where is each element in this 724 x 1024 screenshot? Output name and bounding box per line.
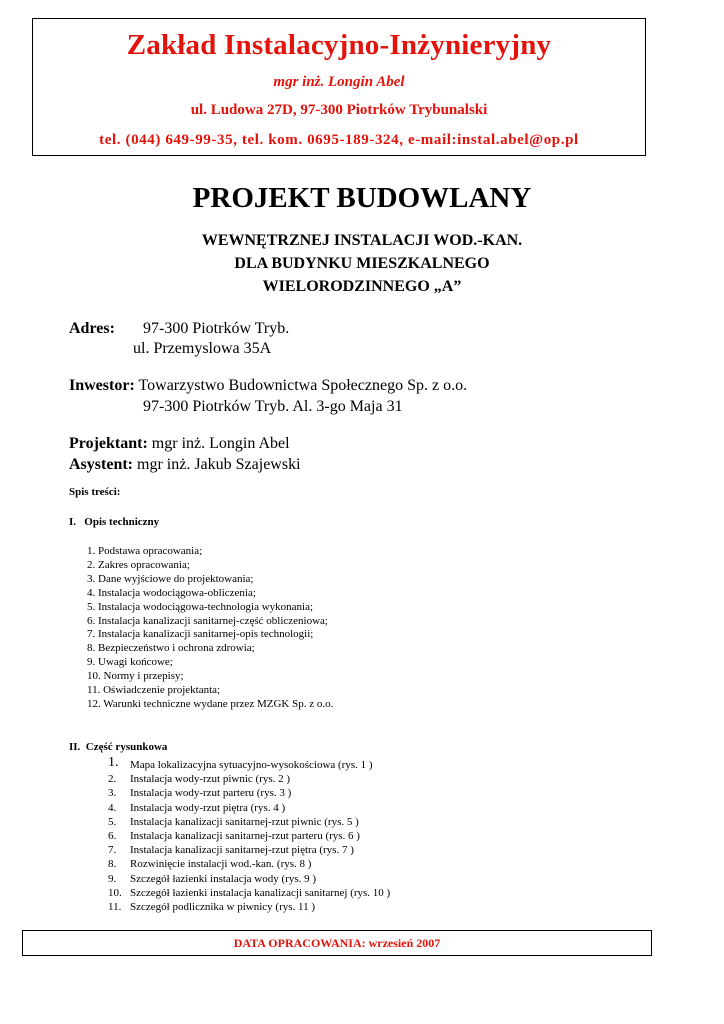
list-item: [108, 900, 390, 914]
toc-section-1-list: [87, 545, 333, 712]
list-item: 2. Zakres opracowania;: [87, 558, 190, 571]
company-owner: mgr inż. Longin Abel: [273, 74, 405, 90]
list-item: 4. Instalacja wodociągowa-obliczenia;: [87, 586, 256, 599]
list-item-text: Rozwinięcie instalacji wod.-kan. (rys. 8 ): [130, 858, 312, 871]
toc-section-2-heading: II. Część rysunkowa: [69, 741, 168, 753]
address-label: Adres:: [69, 320, 115, 337]
designer-label: Projektant:: [69, 435, 148, 452]
designer-name: mgr inż. Longin Abel: [151, 435, 290, 452]
document-title: PROJEKT BUDOWLANY: [192, 182, 532, 214]
list-item: 7. Instalacja kanalizacji sanitarnej-opis technologii;: [87, 628, 314, 641]
preparation-date: DATA OPRACOWANIA: wrzesień 2007: [233, 936, 441, 950]
list-item: [108, 755, 390, 772]
company-address: ul. Ludowa 27D, 97-300 Piotrków Trybunalski: [190, 102, 488, 118]
list-item-text: Szczegół łazienki instalacja kanalizacji sanitarnej (rys. 10 ): [130, 886, 391, 899]
list-item: 11. Oświadczenie projektanta;: [87, 684, 221, 697]
address-row: [69, 320, 115, 338]
address-line-2: ul. Przemyslowa 35A: [133, 340, 272, 357]
list-item-number: 7.: [108, 844, 117, 857]
list-item: [108, 772, 390, 786]
list-item: 3. Dane wyjściowe do projektowania;: [87, 572, 254, 585]
toc-section-2-list: [108, 755, 391, 914]
company-contact: tel. (044) 649-99-35, tel. kom. 0695-189-324, e-mail:instal.abel@op.pl: [99, 132, 579, 148]
list-item: [108, 815, 390, 829]
list-item: [108, 857, 390, 871]
list-item: 12. Warunki techniczne wydane przez MZGK Sp. z o.o.: [87, 697, 334, 710]
list-item: 8. Bezpieczeństwo i ochrona zdrowia;: [87, 642, 255, 655]
list-item: 5. Instalacja wodociągowa-technologia wykonania;: [87, 600, 314, 613]
list-item: [108, 886, 390, 900]
list-item-text: Instalacja kanalizacji sanitarnej-rzut piętra (rys. 7 ): [130, 844, 354, 857]
list-item-text: Szczegół łazienki instalacja wody (rys. 9 ): [130, 872, 317, 885]
subtitle-line-2: DLA BUDYNKU MIESZKALNEGO: [234, 255, 490, 272]
list-item: 1. Podstawa opracowania;: [87, 545, 203, 557]
list-item: [108, 829, 390, 843]
list-item-number: 10.: [108, 886, 122, 899]
address-line-1: 97-300 Piotrków Tryb.: [143, 320, 290, 337]
list-item-number: 11.: [108, 901, 122, 914]
list-item-number: 9.: [108, 872, 117, 885]
list-item-number: 8.: [108, 858, 117, 871]
list-item: 6. Instalacja kanalizacji sanitarnej-część obliczeniowa;: [87, 614, 328, 627]
list-item-text: Instalacja wody-rzut parteru (rys. 3 ): [130, 787, 292, 800]
list-item-number: 5.: [108, 815, 117, 828]
company-header-box: [32, 18, 646, 156]
list-item-number: 2.: [108, 773, 117, 786]
list-item: [108, 872, 390, 886]
toc-section-1-heading: I. Opis techniczny: [69, 516, 160, 528]
date-footer-box: [22, 930, 652, 956]
list-item-number: 4.: [108, 801, 117, 814]
list-item-number: 6.: [108, 830, 117, 843]
list-item: 9. Uwagi końcowe;: [87, 656, 173, 669]
assistant-row: [69, 456, 301, 474]
list-item-number: 1.: [108, 755, 119, 770]
investor-row: [69, 377, 467, 395]
designer-row: [69, 435, 290, 453]
toc-heading: Spis treści:: [69, 486, 121, 498]
list-item-text: Instalacja wody-rzut piwnic (rys. 2 ): [130, 773, 291, 786]
company-name: Zakład Instalacyjno-Inżynieryjny: [126, 29, 552, 61]
subtitle-line-3: WIELORODZINNEGO „A”: [262, 278, 462, 295]
list-item-text: Szczegół podlicznika w piwnicy (rys. 11 ): [130, 901, 316, 914]
investor-address: 97-300 Piotrków Tryb. Al. 3-go Maja 31: [143, 398, 403, 415]
list-item: [108, 843, 390, 857]
list-item-text: Mapa lokalizacyjna sytuacyjno-wysokościowa (rys. 1 ): [130, 759, 373, 771]
investor-label: Inwestor:: [69, 377, 135, 394]
list-item-text: Instalacja kanalizacji sanitarnej-rzut parteru (rys. 6 ): [130, 830, 360, 843]
list-item: [108, 801, 390, 815]
list-item-text: Instalacja wody-rzut piętra (rys. 4 ): [130, 801, 286, 814]
assistant-name: mgr inż. Jakub Szajewski: [137, 456, 301, 473]
list-item-text: Instalacja kanalizacji sanitarnej-rzut piwnic (rys. 5 ): [130, 815, 359, 828]
list-item: [108, 786, 390, 800]
list-item: 10. Normy i przepisy;: [87, 670, 184, 683]
investor-name: Towarzystwo Budownictwa Społecznego Sp. z o.o.: [138, 377, 468, 394]
assistant-label: Asystent:: [69, 456, 133, 473]
list-item-number: 3.: [108, 787, 117, 800]
subtitle-line-1: WEWNĘTRZNEJ INSTALACJI WOD.-KAN.: [201, 232, 523, 249]
